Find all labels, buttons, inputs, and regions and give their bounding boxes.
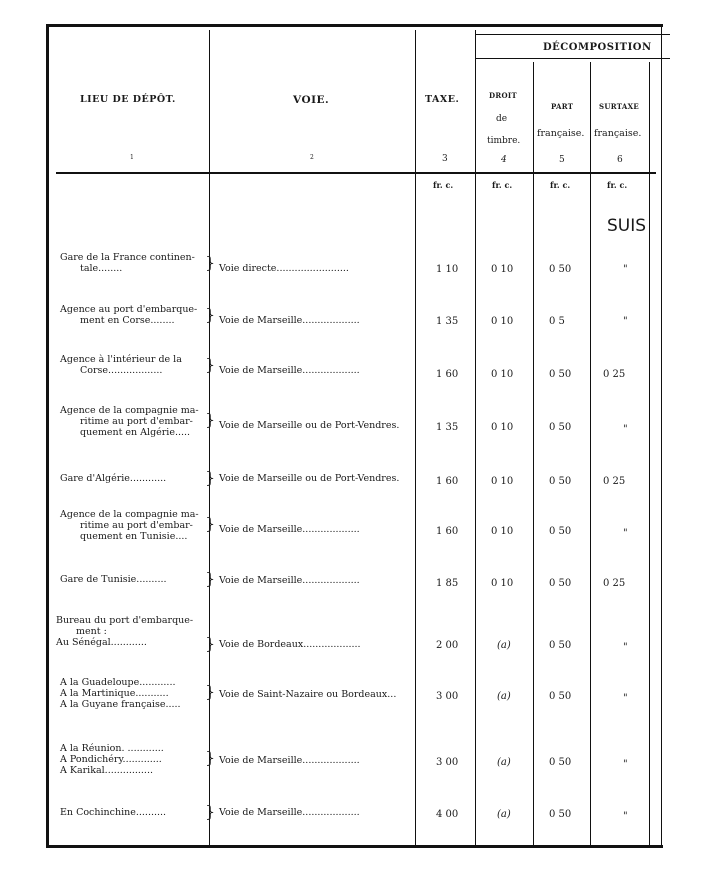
row-droit: (a) — [497, 691, 511, 702]
decomposition-sub-rule — [476, 58, 670, 59]
row-voie: Voie de Bordeaux................... — [219, 639, 361, 650]
row-lieu-line: ritime au port d'embar- — [80, 520, 193, 531]
col-taxe-header: TAXE. — [425, 94, 460, 105]
row-taxe: 1 60 — [436, 526, 459, 537]
row-taxe: 3 00 — [436, 691, 459, 702]
brace: } — [205, 802, 216, 821]
row-lieu-line: ment : — [76, 626, 107, 637]
row-voie: Voie de Marseille................... — [219, 755, 360, 766]
row-part: 0 50 — [549, 422, 572, 433]
brace: } — [205, 410, 216, 429]
row-part: 0 50 — [549, 369, 572, 380]
col-number-4: 4 — [501, 155, 507, 165]
brace: } — [205, 468, 216, 487]
unit-surtaxe: fr. c. — [607, 180, 628, 190]
row-lieu-line: A Karikal................ — [60, 765, 153, 776]
row-droit: 0 10 — [491, 578, 514, 589]
row-surtaxe: " — [623, 811, 628, 822]
row-part: 0 50 — [549, 578, 572, 589]
row-taxe: 1 60 — [436, 476, 459, 487]
unit-taxe: fr. c. — [433, 180, 454, 190]
brace: } — [205, 514, 216, 533]
row-surtaxe: " — [623, 316, 628, 327]
row-surtaxe: " — [623, 693, 628, 704]
row-lieu-line: Agence de la compagnie ma- — [60, 509, 199, 520]
col-divider-6 — [649, 62, 650, 845]
row-part: 0 5 — [549, 316, 565, 327]
row-surtaxe: " — [623, 528, 628, 539]
row-surtaxe: " — [623, 759, 628, 770]
col-droit-header-1: DROIT — [489, 91, 517, 100]
col-lieu-header: LIEU DE DÉPÔT. — [80, 94, 176, 105]
row-droit: (a) — [497, 809, 511, 820]
col-number-5: 5 — [559, 155, 565, 165]
row-lieu-line: Gare de la France continen- — [60, 252, 195, 263]
row-droit: 0 10 — [491, 422, 514, 433]
row-taxe: 4 00 — [436, 809, 459, 820]
row-taxe: 1 85 — [436, 578, 459, 589]
col-divider-2 — [415, 30, 416, 845]
col-number-6: 6 — [617, 155, 623, 165]
row-part: 0 50 — [549, 640, 572, 651]
row-surtaxe: 0 25 — [603, 578, 626, 589]
row-part: 0 50 — [549, 757, 572, 768]
row-part: 0 50 — [549, 809, 572, 820]
unit-droit: fr. c. — [492, 180, 513, 190]
row-surtaxe: " — [623, 424, 628, 435]
brace: } — [205, 682, 216, 701]
row-lieu-line: A la Martinique........... — [60, 688, 169, 699]
top-border — [47, 24, 663, 27]
row-lieu-line: Au Sénégal............ — [56, 637, 147, 648]
row-lieu-line: quement en Tunisie.... — [80, 531, 188, 542]
col-surtaxe-header-1: SURTAXE — [599, 102, 639, 111]
col-divider-1 — [209, 30, 210, 845]
row-droit: 0 10 — [491, 369, 514, 380]
row-voie: Voie de Marseille ou de Port-Vendres. — [219, 473, 400, 484]
row-lieu-line: tale........ — [80, 263, 123, 274]
brace: } — [205, 253, 216, 272]
bottom-border — [47, 845, 663, 848]
col-surtaxe-header-2: française. — [594, 128, 642, 139]
row-taxe: 1 60 — [436, 369, 459, 380]
brace: } — [205, 355, 216, 374]
row-taxe: 1 10 — [436, 264, 459, 275]
row-taxe: 3 00 — [436, 757, 459, 768]
row-part: 0 50 — [549, 264, 572, 275]
row-lieu-line: A la Guyane française..... — [60, 699, 181, 710]
brace: } — [205, 305, 216, 324]
brace: } — [205, 634, 216, 653]
decomposition-heading: DÉCOMPOSITION — [543, 42, 652, 53]
row-lieu-line: Agence au port d'embarque- — [60, 304, 198, 315]
row-voie: Voie directe........................ — [219, 263, 349, 274]
section-title: SUIS — [607, 216, 647, 236]
col-number-3: 3 — [442, 154, 448, 164]
row-part: 0 50 — [549, 526, 572, 537]
row-surtaxe: " — [623, 264, 628, 275]
row-lieu-line: ritime au port d'embar- — [80, 416, 193, 427]
row-lieu-line: Agence de la compagnie ma- — [60, 405, 199, 416]
col-number-1: 1 — [130, 154, 134, 161]
header-bottom-rule — [56, 172, 656, 174]
row-lieu-line: En Cochinchine.......... — [60, 807, 167, 818]
row-lieu-line: A la Réunion. ............ — [60, 743, 164, 754]
row-surtaxe: 0 25 — [603, 369, 626, 380]
row-voie: Voie de Marseille................... — [219, 575, 360, 586]
row-voie: Voie de Marseille................... — [219, 365, 360, 376]
col-divider-5 — [590, 62, 591, 845]
unit-part: fr. c. — [550, 180, 571, 190]
row-voie: Voie de Saint-Nazaire ou Bordeaux... — [219, 689, 397, 700]
row-lieu-line: Gare de Tunisie.......... — [60, 574, 167, 585]
row-lieu-line: Bureau du port d'embarque- — [56, 615, 194, 626]
row-lieu-line: A Pondichéry............. — [60, 754, 162, 765]
row-droit: (a) — [497, 757, 511, 768]
row-lieu-line: quement en Algérie..... — [80, 427, 191, 438]
col-number-2: 2 — [310, 154, 314, 161]
row-voie: Voie de Marseille................... — [219, 524, 360, 535]
row-part: 0 50 — [549, 476, 572, 487]
right-border — [661, 24, 662, 848]
row-droit: 0 10 — [491, 526, 514, 537]
row-taxe: 1 35 — [436, 316, 459, 327]
row-droit: (a) — [497, 640, 511, 651]
row-taxe: 1 35 — [436, 422, 459, 433]
left-border — [46, 24, 49, 848]
col-part-header-2: française. — [537, 128, 585, 139]
row-voie: Voie de Marseille................... — [219, 807, 360, 818]
row-voie: Voie de Marseille ou de Port-Vendres. — [219, 420, 400, 431]
col-droit-header-3: timbre. — [487, 136, 521, 146]
col-part-header-1: PART — [551, 102, 574, 111]
row-lieu-line: ment en Corse........ — [80, 315, 175, 326]
col-droit-header-2: de — [496, 114, 508, 124]
row-droit: 0 10 — [491, 316, 514, 327]
row-taxe: 2 00 — [436, 640, 459, 651]
row-surtaxe: 0 25 — [603, 476, 626, 487]
row-surtaxe: " — [623, 642, 628, 653]
col-divider-4 — [533, 62, 534, 845]
col-voie-header: VOIE. — [293, 94, 330, 106]
row-lieu-line: A la Guadeloupe............ — [60, 677, 176, 688]
decomposition-top-rule — [476, 34, 670, 35]
row-lieu-line: Gare d'Algérie............ — [60, 473, 167, 484]
row-lieu-line: Agence à l'intérieur de la — [60, 354, 182, 365]
row-droit: 0 10 — [491, 264, 514, 275]
row-lieu-line: Corse.................. — [80, 365, 163, 376]
brace: } — [205, 748, 216, 767]
row-voie: Voie de Marseille................... — [219, 315, 360, 326]
row-droit: 0 10 — [491, 476, 514, 487]
row-part: 0 50 — [549, 691, 572, 702]
col-divider-3 — [475, 30, 476, 845]
brace: } — [205, 569, 216, 588]
